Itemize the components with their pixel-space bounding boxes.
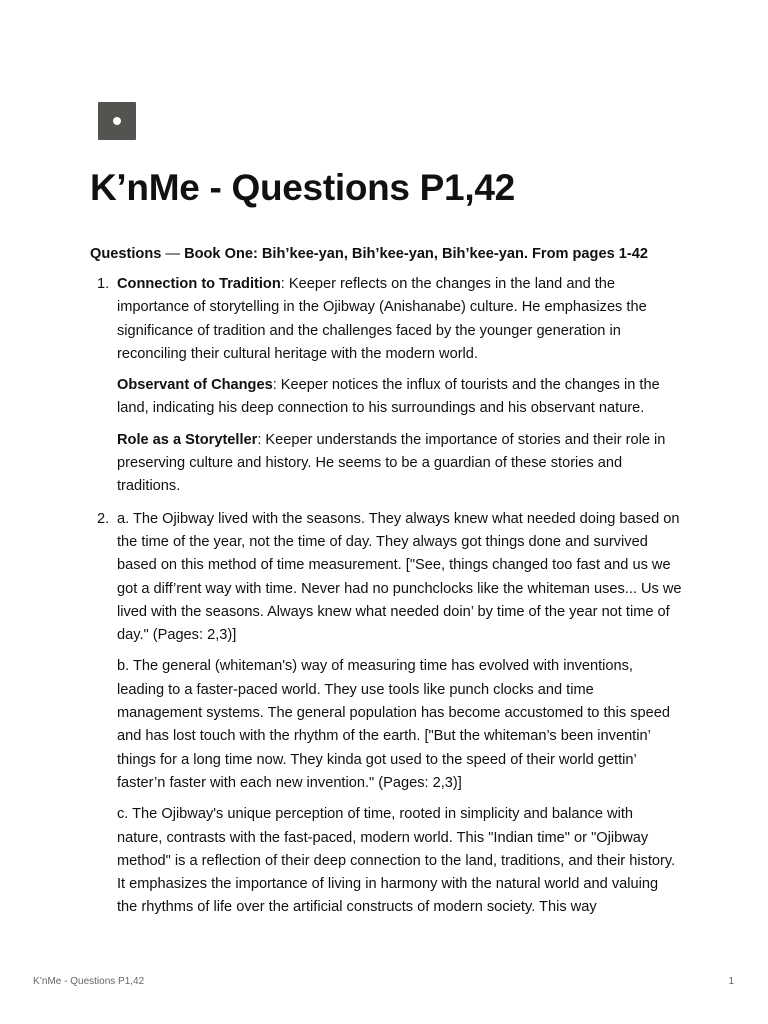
list-item-number: 2. — [97, 510, 110, 527]
paragraph-bold-label: Role as a Storyteller — [117, 431, 258, 448]
paragraph — [117, 429, 682, 499]
document-body — [90, 243, 682, 929]
footer-page-number: 1 — [728, 976, 734, 987]
questions-heading-text: Book One: Bih’kee-yan, Bih’kee-yan, Bih’kee-yan. From pages 1-42 — [184, 246, 648, 262]
paragraph: c. The Ojibway's unique perception of time, rooted in simplicity and balance with nature, contrasts with the fast-paced, modern world. This "Indian time" or "Ojibway method" is a reflection of their deep connection to the land, traditions, and their history. It emphasizes the importance of living in harmony with the natural world and valuing the rhythms of life over the artificial constructs of modern society. This way — [117, 806, 676, 916]
paragraph-bold-label: Connection to Tradition — [117, 276, 281, 292]
list-item-number: 1. — [97, 276, 110, 292]
paragraph-text: : Keeper understands the importance of stories and their role in preserving culture and history. He seems to be a guardian of these stories and traditions. — [117, 431, 666, 495]
questions-list — [90, 273, 682, 920]
paragraph — [117, 273, 682, 366]
questions-heading — [90, 243, 682, 265]
questions-heading-dash: — — [161, 246, 185, 262]
paragraph-text: : Keeper reflects on the changes in the land and the importance of storytelling in the Ojibway (Anishanabe) culture. He emphasizes the significance of tradition and the challenges faced by the younger generation in reconciling their cultural heritage with the modern world. — [117, 276, 647, 362]
page-icon — [98, 102, 136, 140]
page-title: K’nMe - Questions P1,42 — [90, 167, 515, 208]
paragraph — [117, 374, 682, 421]
paragraph-text: : Keeper notices the influx of tourists and the changes in the land, indicating his deep connection to his surroundings and his observant nature. — [117, 377, 660, 417]
footer-title: K’nMe - Questions P1,42 — [33, 976, 145, 987]
page-icon-dot — [113, 117, 121, 125]
list-item — [90, 508, 682, 920]
paragraph: b. The general (whiteman's) way of measuring time has evolved with inventions, leading to a faster-paced world. They use tools like punch clocks and time management systems. The general population has become accustomed to this speed and has lost touch with the rhythm of the earth. ["But the whiteman’s been inventin’ things for a long time now. They kinda got used to the speed of their world gettin’ faster’n faster with each new invention." (Pages: 2,3)] — [117, 658, 670, 791]
paragraph: a. The Ojibway lived with the seasons. They always knew what needed doing based on the time of the year, not the time of day. They always got things done and survived based on this method of time measurement. ["See, things changed too fast and us we got a diff’rent way with time. Never had no punchclocks like the whiteman uses... Us we lived with the seasons. Always knew what needed doin’ by time of the year not time of day." (Pages: 2,3)] — [117, 510, 682, 644]
questions-heading-label: Questions — [90, 246, 162, 262]
paragraph-bold-label: Observant of Changes — [117, 377, 273, 394]
list-item — [90, 273, 682, 499]
